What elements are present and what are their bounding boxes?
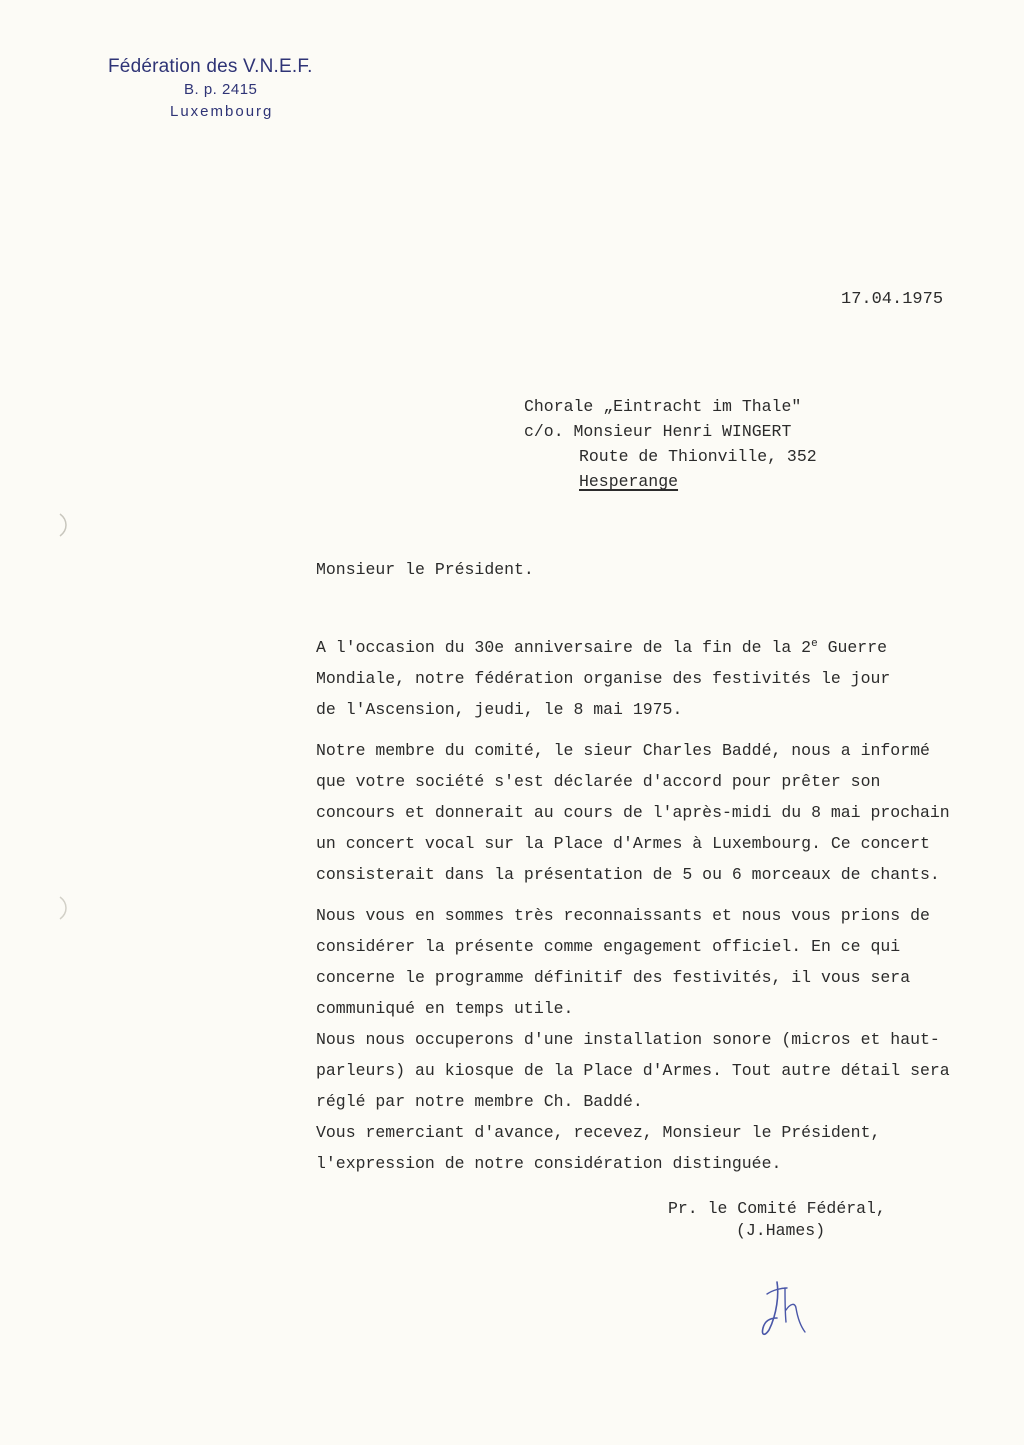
body-line-text: A l'occasion du 30e anniversaire de la fin de la 2 [316, 638, 812, 657]
letter-body [316, 629, 1016, 1189]
punch-hole-mark [46, 893, 76, 923]
body-line: Nous nous occuperons d'une installation sonore (micros et haut- [316, 1030, 940, 1049]
recipient-street: Route de Thionville, 352 [579, 447, 817, 466]
punch-hole-mark [46, 510, 76, 540]
body-line: parleurs) au kiosque de la Place d'Armes. Tout autre détail sera [316, 1061, 950, 1080]
letterhead-stamp [108, 54, 368, 124]
paragraph-1 [316, 629, 1016, 725]
body-line: Vous remerciant d'avance, recevez, Monsieur le Président, [316, 1123, 881, 1142]
closing-signatory: (J.Hames) [736, 1221, 826, 1240]
paragraph-3 [316, 900, 1016, 1179]
salutation: Monsieur le Président. [316, 560, 534, 579]
letterhead-organization: Fédération des V.N.E.F. [108, 56, 313, 77]
body-line-text: Guerre [817, 638, 888, 657]
closing-block [668, 1198, 886, 1242]
body-line: l'expression de notre considération distinguée. [316, 1154, 782, 1173]
recipient-address [524, 394, 817, 494]
body-line: concours et donnerait au cours de l'après-midi du 8 mai prochain [316, 803, 950, 822]
recipient-name: Chorale „Eintracht im Thale" [524, 397, 802, 416]
letter-date: 17.04.1975 [841, 290, 944, 309]
letterhead-postbox: B. p. 2415 [184, 81, 258, 98]
body-line: communiqué en temps utile. [316, 999, 574, 1018]
body-line: un concert vocal sur la Place d'Armes à Luxembourg. Ce concert [316, 834, 930, 853]
body-line: Notre membre du comité, le sieur Charles Baddé, nous a informé [316, 741, 930, 760]
body-line: concerne le programme définitif des festivités, il vous sera [316, 968, 911, 987]
body-line: réglé par notre membre Ch. Baddé. [316, 1092, 643, 1111]
handwritten-signature [755, 1274, 815, 1344]
superscript: e [811, 638, 818, 650]
body-line: Nous vous en sommes très reconnaissants et nous vous prions de [316, 906, 930, 925]
body-line: de l'Ascension, jeudi, le 8 mai 1975. [316, 700, 683, 719]
recipient-town: Hesperange [579, 472, 679, 491]
body-line: que votre société s'est déclarée d'accord pour prêter son [316, 772, 881, 791]
body-line: Mondiale, notre fédération organise des festivités le jour [316, 669, 891, 688]
paragraph-2 [316, 735, 1016, 890]
recipient-town-wrapper [524, 469, 817, 494]
body-line [316, 629, 1016, 663]
body-line: considérer la présente comme engagement officiel. En ce qui [316, 937, 901, 956]
closing-committee: Pr. le Comité Fédéral, [668, 1199, 886, 1218]
letterhead-city: Luxembourg [170, 103, 274, 120]
body-line: consisterait dans la présentation de 5 ou 6 morceaux de chants. [316, 865, 940, 884]
recipient-care-of: c/o. Monsieur Henri WINGERT [524, 422, 792, 441]
